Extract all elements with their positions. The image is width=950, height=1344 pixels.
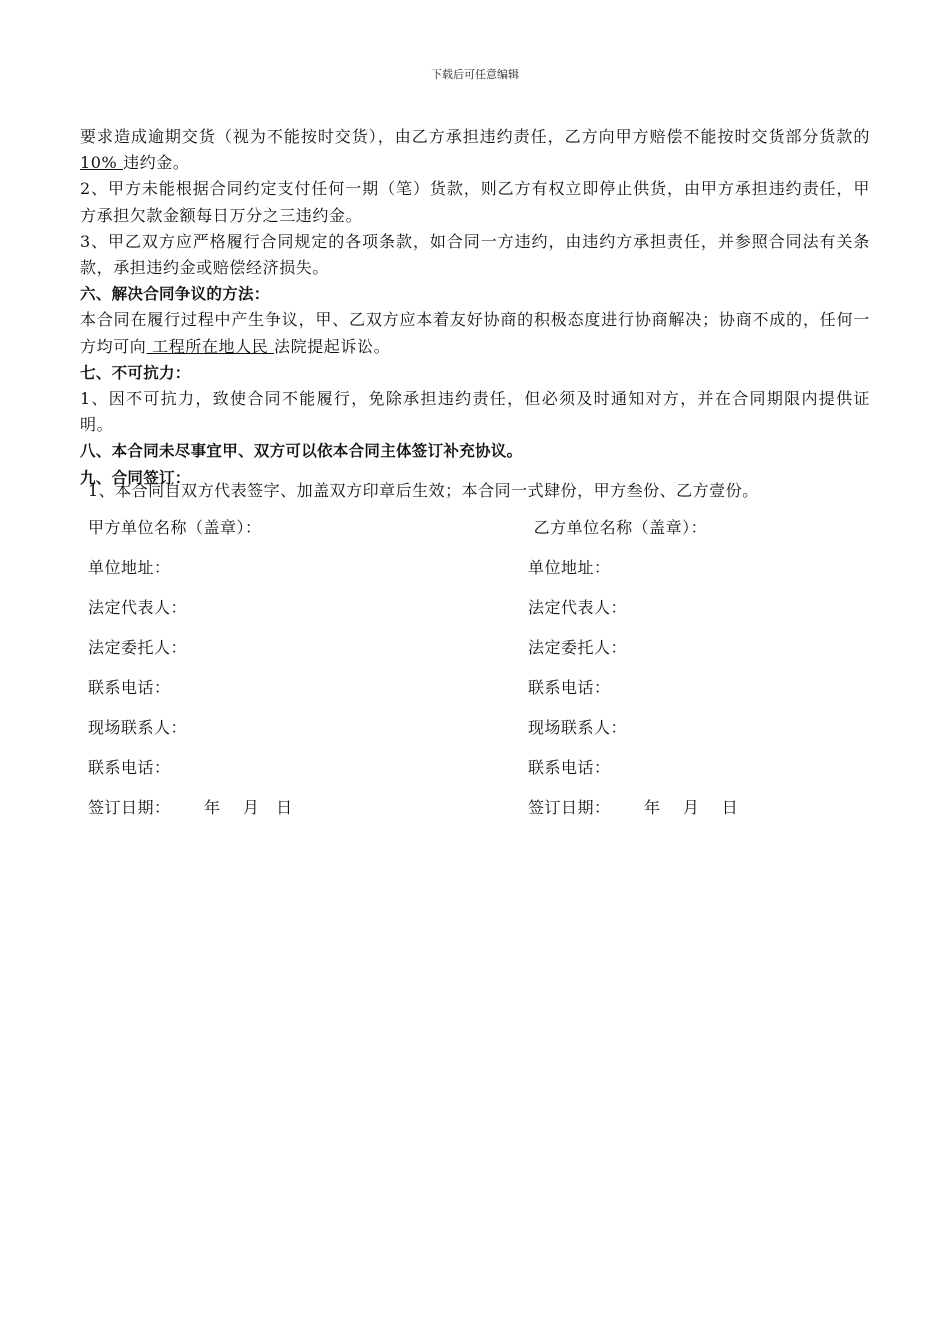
party-b-site-contact-label: 现场联系人：: [528, 718, 628, 737]
clause-dispute: [80, 307, 870, 359]
party-a-phone-label: 联系电话：: [88, 678, 171, 697]
page-header: 下载后可任意编辑: [431, 68, 519, 81]
signature-row-agent: [80, 635, 870, 675]
section-heading-supplement: 八、本合同未尽事宜甲、双方可以依本合同主体签订补充协议。: [80, 442, 523, 461]
contract-body: [80, 124, 870, 491]
party-b-legal-rep-label: 法定代表人：: [528, 598, 628, 617]
signature-row-date: [80, 795, 870, 835]
party-b-agent-label: 法定委托人：: [528, 638, 628, 657]
clause-force-majeure: 1、因不可抗力，致使合同不能履行，免除承担违约责任，但必须及时通知对方，并在合同期限内提供证明。: [80, 389, 870, 435]
clause-text: 法院提起诉讼。: [273, 336, 391, 356]
party-a-legal-rep-label: 法定代表人：: [88, 598, 188, 617]
section-heading-force-majeure: 七、不可抗力：: [80, 363, 191, 382]
party-a-address-label: 单位地址：: [88, 558, 171, 577]
signature-row-name: [80, 515, 870, 555]
party-a-agent-label: 法定委托人：: [88, 638, 188, 657]
clause-text: 本合同在履行过程中产生争议，甲、乙双方应本着友好协商的积极态度进行协商解决；协商不成的，任何一方均可向: [80, 310, 870, 356]
party-a-name-label: 甲方单位名称（盖章）：: [88, 518, 262, 537]
court-location: 工程所在地人民: [146, 336, 274, 356]
signature-row-site-contact: [80, 715, 870, 755]
signature-block: [80, 478, 870, 835]
clause-general-breach: 3、甲乙双方应严格履行合同规定的各项条款，如合同一方违约，由违约方承担责任，并参照合同法有关条款，承担违约金或赔偿经济损失。: [80, 231, 870, 278]
party-b-name-label: 乙方单位名称（盖章）：: [528, 518, 708, 537]
party-b-phone2-label: 联系电话：: [528, 758, 611, 777]
clause-penalty-delay: [80, 124, 870, 176]
party-b-address-label: 单位地址：: [528, 558, 611, 577]
clause-text: 要求造成逾期交货（视为不能按时交货），由乙方承担违约责任，乙方向甲方赔偿不能按时交货部分货款的: [80, 127, 870, 146]
clause-payment-default: 2、甲方未能根据合同约定支付任何一期（笔）货款，则乙方有权立即停止供货，由甲方承担违约责任，甲方承担欠款金额每日万分之三违约金。: [80, 179, 870, 225]
penalty-rate: 10%: [80, 153, 124, 173]
party-a-site-contact-label: 现场联系人：: [88, 718, 188, 737]
signature-row-address: [80, 555, 870, 595]
party-a-date-label: 签订日期： 年 月 日: [88, 798, 293, 817]
party-b-date-label: 签订日期： 年 月 日: [528, 798, 739, 817]
section-heading-signing: 九、合同签订：: [80, 468, 191, 487]
signature-row-phone: [80, 675, 870, 715]
signature-row-legal-rep: [80, 595, 870, 635]
signing-clause: 1、本合同自双方代表签字、加盖双方印章后生效；本合同一式肆份，甲方叁份、乙方壹份。: [88, 481, 759, 500]
party-a-phone2-label: 联系电话：: [88, 758, 171, 777]
clause-text: 违约金。: [123, 153, 190, 173]
party-b-phone-label: 联系电话：: [528, 678, 611, 697]
signature-row-phone2: [80, 755, 870, 795]
section-heading-dispute: 六、解决合同争议的方法：: [80, 285, 270, 304]
